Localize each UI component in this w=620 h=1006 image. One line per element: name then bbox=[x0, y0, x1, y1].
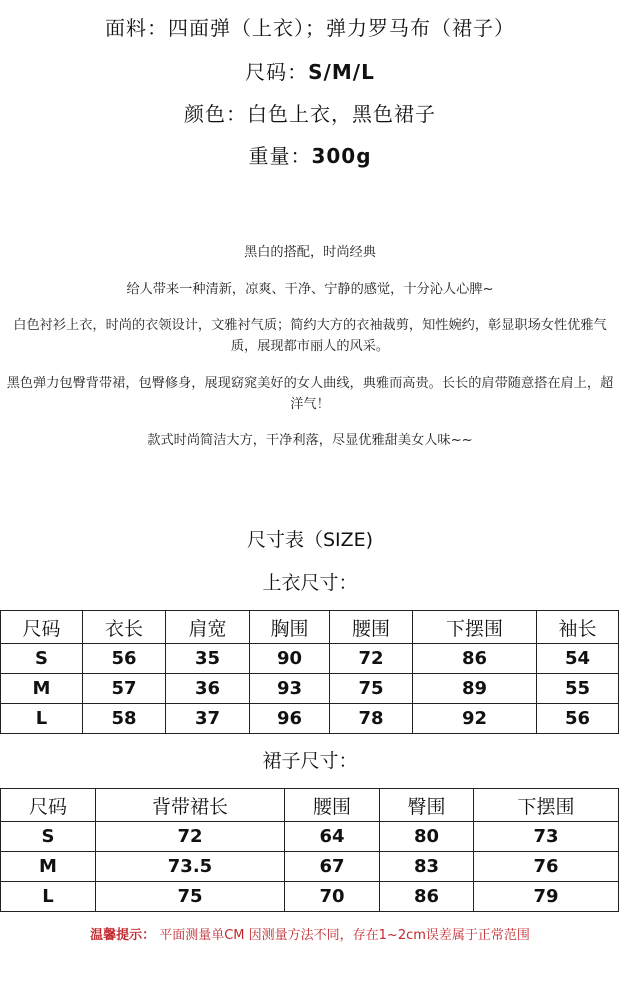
top-size-title: 上衣尺寸： bbox=[262, 572, 358, 594]
description-paragraph: 款式时尚简洁大方，干净利落，尽显优雅甜美女人味~~ bbox=[147, 433, 473, 448]
skirt-cell: M bbox=[1, 852, 96, 882]
skirt-cell: 67 bbox=[285, 852, 380, 882]
top-cell: 75 bbox=[330, 674, 413, 704]
spec-weight: 重量：300g bbox=[248, 144, 372, 168]
skirt-header-cell: 臀围 bbox=[380, 789, 474, 822]
top-cell: 56 bbox=[537, 704, 619, 734]
size-chart-title: 尺寸表（SIZE) bbox=[246, 529, 374, 551]
table-row bbox=[1, 674, 619, 704]
top-cell: 56 bbox=[83, 644, 166, 674]
skirt-cell: 80 bbox=[380, 822, 474, 852]
top-header-cell: 腰围 bbox=[330, 611, 413, 644]
skirt-cell: 75 bbox=[96, 882, 285, 912]
skirt-cell: L bbox=[1, 882, 96, 912]
skirt-cell: 73.5 bbox=[96, 852, 285, 882]
top-header-cell: 衣长 bbox=[83, 611, 166, 644]
skirt-cell: S bbox=[1, 822, 96, 852]
top-cell: 72 bbox=[330, 644, 413, 674]
skirt-cell: 64 bbox=[285, 822, 380, 852]
top-size-table bbox=[0, 610, 619, 734]
top-cell: L bbox=[1, 704, 83, 734]
top-cell: 96 bbox=[250, 704, 330, 734]
skirt-cell: 76 bbox=[474, 852, 619, 882]
description-paragraph: 黑白的搭配，时尚经典 bbox=[244, 245, 376, 260]
top-cell: 57 bbox=[83, 674, 166, 704]
top-header-cell: 肩宽 bbox=[166, 611, 250, 644]
skirt-header-cell: 尺码 bbox=[1, 789, 96, 822]
top-cell: 55 bbox=[537, 674, 619, 704]
skirt-header-cell: 下摆围 bbox=[474, 789, 619, 822]
top-header-cell: 胸围 bbox=[250, 611, 330, 644]
skirt-cell: 73 bbox=[474, 822, 619, 852]
description-paragraph: 白色衬衫上衣，时尚的衣领设计，文雅衬气质；简约大方的衣袖裁剪，知性婉约，彰显职场女性优雅气质，展现都市丽人的风采。 bbox=[13, 318, 607, 354]
skirt-size-title: 裙子尺寸： bbox=[262, 750, 358, 772]
spec-color: 颜色：白色上衣，黑色裙子 bbox=[184, 102, 436, 126]
skirt-cell: 72 bbox=[96, 822, 285, 852]
top-header-cell: 尺码 bbox=[1, 611, 83, 644]
spec-fabric: 面料：四面弹（上衣）；弹力罗马布（裙子） bbox=[105, 16, 515, 40]
description-paragraph: 黑色弹力包臀背带裙，包臀修身，展现窈窕美好的女人曲线，典雅而高贵。长长的肩带随意搭在肩上，超洋气！ bbox=[6, 376, 614, 412]
skirt-cell: 86 bbox=[380, 882, 474, 912]
skirt-cell: 70 bbox=[285, 882, 380, 912]
top-cell: 37 bbox=[166, 704, 250, 734]
top-cell: 58 bbox=[83, 704, 166, 734]
table-row bbox=[1, 704, 619, 734]
skirt-cell: 79 bbox=[474, 882, 619, 912]
top-cell: S bbox=[1, 644, 83, 674]
skirt-cell: 83 bbox=[380, 852, 474, 882]
top-cell: M bbox=[1, 674, 83, 704]
top-cell: 89 bbox=[413, 674, 537, 704]
skirt-header-cell: 背带裙长 bbox=[96, 789, 285, 822]
skirt-header-cell: 腰围 bbox=[285, 789, 380, 822]
top-header-cell: 下摆围 bbox=[413, 611, 537, 644]
description-paragraph: 给人带来一种清新，凉爽、干净、宁静的感觉，十分沁人心脾~ bbox=[126, 282, 494, 297]
spec-size: 尺码：S/M/L bbox=[245, 60, 375, 84]
measurement-note: 温馨提示： 平面测量单CM 因测量方法不同，存在1~2cm误差属于正常范围 bbox=[90, 928, 530, 943]
top-cell: 35 bbox=[166, 644, 250, 674]
top-cell: 78 bbox=[330, 704, 413, 734]
top-cell: 92 bbox=[413, 704, 537, 734]
table-row bbox=[1, 822, 619, 852]
top-cell: 36 bbox=[166, 674, 250, 704]
top-header-cell: 袖长 bbox=[537, 611, 619, 644]
top-cell: 90 bbox=[250, 644, 330, 674]
top-cell: 86 bbox=[413, 644, 537, 674]
table-row bbox=[1, 852, 619, 882]
table-row bbox=[1, 882, 619, 912]
table-row bbox=[1, 644, 619, 674]
top-cell: 93 bbox=[250, 674, 330, 704]
top-cell: 54 bbox=[537, 644, 619, 674]
skirt-size-table bbox=[0, 788, 619, 912]
